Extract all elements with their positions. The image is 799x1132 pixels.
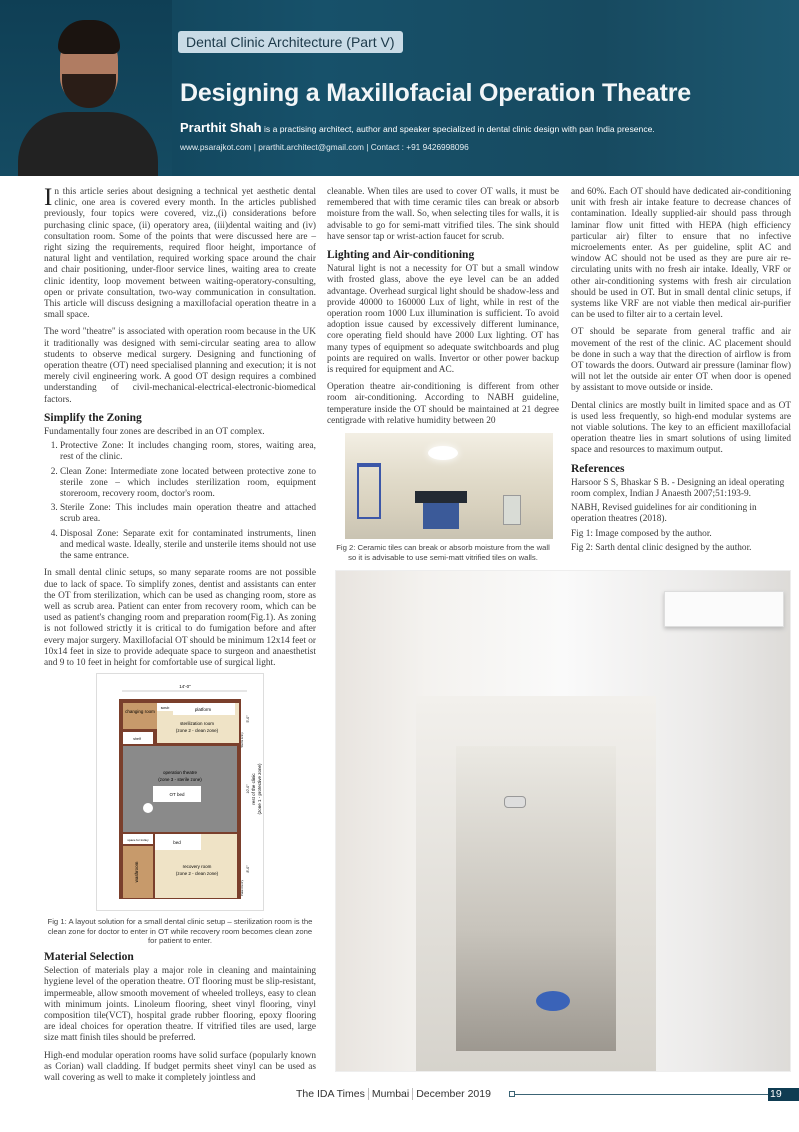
author-portrait <box>0 0 172 176</box>
label-patient-entry: Patient Entry <box>240 880 244 897</box>
column-2 <box>327 187 559 427</box>
plan-dim-top: 5'-0" <box>246 715 250 723</box>
label-scrub: scrub <box>160 706 170 711</box>
zoning-heading: Simplify the Zoning <box>44 411 142 424</box>
footer-city: Mumbai <box>371 1088 410 1100</box>
zone-item: 4. Disposal Zone: Separate exit for contaminated instruments, linen and medical waste. Ideally, sterile and unsterile items should not use the same entrance. <box>60 529 316 563</box>
changing-room <box>123 703 157 729</box>
author-bio: is a practising architect, author and speaker specialized in dental clinic design with pan India presence. <box>264 124 655 134</box>
series-tag: Dental Clinic Architecture (Part V) <box>178 31 403 53</box>
reference-item: Fig 1: Image composed by the author. <box>571 528 712 539</box>
article-title: Designing a Maxillofacial Operation Theatre <box>180 79 691 107</box>
label-rest-zone: (zone 1 - protective zone) <box>257 763 262 815</box>
label-ot: operation theatre <box>162 770 198 776</box>
label-platform: platform <box>194 707 212 713</box>
theatre-paragraph: The word "theatre" is associated with operation room because in the UK it traditionally was designed with semi-circular seating area to allow students to observe medical surgery. Designing and functioning of operation theatre (OT) need specialised planning and execution; it is not merely civil engineering work. A good OT design requires a combined understanding of civil-mechanical-electrical-electronic-biomedical factors. <box>44 327 316 405</box>
label-bed: bed <box>173 840 181 846</box>
label-changing: changing room <box>125 709 155 715</box>
airflow-paragraph: OT should be separate from general traffic and air movement of the rest of the clinic. AC placement should be done in such a way that the direction of airflow is from OT towards the doors. Outward air pressure (laminar flow) will not let the outside air enter OT when door is opened by assistant to move outside or inside. <box>571 327 791 394</box>
zone-item: 1. Protective Zone: It includes changing room, stores, waiting area, rest of the clinic. <box>60 441 316 463</box>
floor-plan-figure <box>96 673 264 911</box>
material-paragraph-2: High-end modular operation rooms have solid surface (popularly known as Corian) wall cladding. If budget permits sheet vinyl can be used as wall covering as well to make it completely jointless and <box>44 1050 316 1083</box>
plan-dim-bot: 8'-0" <box>246 865 250 873</box>
label-rest: rest of the clinic <box>251 773 256 805</box>
label-sterilization: sterilization room <box>179 721 215 727</box>
intro-paragraph <box>44 184 316 321</box>
label-recovery: recovery room <box>182 864 212 870</box>
reference-item: NABH, Revised guidelines for air conditioning in operation theatres (2018). <box>571 503 757 525</box>
label-sterilization-zone: (zone 2 - clean zone) <box>175 728 219 734</box>
label-ot-zone: (zone 3 - sterile zone) <box>158 777 202 783</box>
label-washroom: washroom <box>134 861 139 883</box>
zone-item: 2. Clean Zone: Intermediate zone located between protective zone to sterile zone – which includes sterilization room, equipment storeroom, recovery room, doctor's room. <box>60 467 316 501</box>
footer-date: December 2019 <box>416 1088 491 1100</box>
clinic-ot-photo <box>335 570 791 1072</box>
left-column <box>44 184 316 1083</box>
lighting-paragraph-1: Natural light is not a necessity for OT but a small window with frosted glass, above the eye level can be an added advantage. Overhead surgical light should be shadow-less and provide 40000 to 160000 Lux of light, while in rest of the operation room 1000 Lux illumination is sufficient. To avoid adoption issue caused by excessively different luminance, core operating field should have 2000 Lux lighting. OT has many types of equipment so adequate switchboards and plug points are required on walls. Invertor or other power backup is required for equipment and AC. <box>327 264 559 376</box>
plan-width-dim: 14'-0" <box>179 684 191 690</box>
conclusion-paragraph: Dental clinics are mostly built in limited space and as OT is used less frequently, so high-end modular systems are not viable solutions. The key to an efficient maxillofacial operation theatre lies in smart solutions of using limited space and resources to maximum output. <box>571 400 791 456</box>
ot-room-photo <box>345 433 553 539</box>
lighting-heading: Lighting and Air-conditioning <box>327 249 475 262</box>
drop-cap: I <box>44 184 53 211</box>
column-3 <box>571 187 791 554</box>
ac-paragraph: Operation theatre air-conditioning is different from other room air-conditioning. According to NABH guideline, temperature inside the OT should be maintained at 21 degree centigrade with relative humidity between 20 <box>327 382 559 426</box>
material-paragraph-2-cont: cleanable. When tiles are used to cover OT walls, it must be remembered that with time ceramic tiles can break or absorb moisture from the wall. So, when selecting tiles for walls, it is advisable to go for semi-matt vitrified tiles. The sink should have sensor tap or wrist-action faucet for scrub. <box>327 187 559 242</box>
footer-rule <box>512 1094 769 1095</box>
column-2-wrapper <box>327 187 559 562</box>
column-1-bottom <box>44 952 316 1084</box>
page-number: 19 <box>768 1088 799 1101</box>
zone-item: 3. Sterile Zone: This includes main operation theatre and attached scrub area. <box>60 503 316 525</box>
label-shelf: shelf <box>133 737 141 742</box>
figure-1-caption: Fig 1: A layout solution for a small dental clinic setup – sterilization room is the clean zone for doctor to enter in OT while recovery room becomes clean zone for patient to enter. <box>47 917 313 946</box>
zone-list <box>44 441 316 562</box>
label-ot-bed: OT bed <box>169 792 185 798</box>
references-heading: References <box>571 462 625 475</box>
footer-rule-marker <box>509 1091 515 1097</box>
article-header <box>0 0 799 176</box>
right-columns <box>327 187 791 562</box>
label-recovery-zone: (zone 2 - clean zone) <box>175 871 219 877</box>
label-sterile-entry: Sterile Entry <box>240 732 244 748</box>
footer <box>296 1088 491 1100</box>
zoning-paragraph: In small dental clinic setups, so many separate rooms are not possible due to lack of space. To simplify zones, dentist and assistants can enter the OT from sterilization, which can be used as changing room, store as well as scrub area. Patient can enter from recovery room, which can be used as patient's changing room and preparation room(Fig.1). As zoning is not followed strictly it is critical to do fumigation before and after every major surgery. Maxillofacial OT should be minimum 12x14 feet or 10x14 feet in size to provide adequate space to surgeon and anaesthetist and 9 to 10 feet in height for comfortable use of surgical light. <box>44 568 316 668</box>
author-contact: www.psarajkot.com | prarthit.architect@gmail.com | Contact : +91 9426998096 <box>180 142 469 152</box>
column-1 <box>44 184 316 669</box>
label-trolley: space for trolley <box>127 838 149 843</box>
right-area <box>327 187 791 1072</box>
ac-paragraph-cont: and 60%. Each OT should have dedicated air-conditioning unit with fresh air intake feature to decrease chances of contamination. Ideally supplied-air should pass through laminar flow unit fitted with HEPA (high efficiency particular air) filter to ensure that no infective microelements enter. As per guideline, split AC and window AC should not be used as they are pure air re-circulating units with no fresh air intake. Ideally, VRF or other air-conditioning systems with fresh air circulation should be used in OT. But in small dental clinic setups, if systems like VRF are not viable then medical air-purifier can be used to filter air to a certain level. <box>571 187 791 321</box>
material-paragraph-1: Selection of materials play a major role in cleaning and maintaining hygiene level of the operation theatre. OT flooring must be slip-resistant, impermeable, allow smooth movement of wheeled trolleys, easy to clean with minimum joints. Linoleum flooring, sheet vinyl flooring, vinyl composition tile(VCT), hospital grade rubber flooring, epoxy flooring are ideal choices for operation theatre. If vitrified tiles are used, large size matt finish tiles should be preferred. <box>44 966 316 1044</box>
zoning-intro: Fundamentally four zones are described in an OT complex. <box>44 427 265 438</box>
publication-name: The IDA Times <box>296 1088 365 1100</box>
reference-item: Harsoor S S, Bhaskar S B. - Designing an ideal operating room complex, Indian J Anaesth 2007;51:193-9. <box>571 477 785 500</box>
author-byline <box>180 120 655 135</box>
figure-2-caption: Fig 2: Ceramic tiles can break or absorb moisture from the wall so it is advisable to use semi-matt vitrified tiles on walls. <box>336 543 550 562</box>
plan-dim-mid: 10'-0" <box>246 784 250 794</box>
author-name: Prarthit Shah <box>180 120 262 135</box>
reference-item: Fig 2: Sarth dental clinic designed by the author. <box>571 542 752 553</box>
material-heading: Material Selection <box>44 950 134 963</box>
intro-text: n this article series about designing a technical yet aesthetic dental clinic, one area is covered every month. In the articles published previously, four topics were covered, viz.,(i) considerations before purchasing clinic space, (ii) operatory area, (iii)dental waiting and (iv) consultation room. Some of the points that were discussed here are – right sizing the requirements, required floor height, importance of natural light and ventilation, required working space around the chair and chair positioning, under-floor service lines, waiting area to create clinic identity, loop movement between waiting-operatory-consulting, open or private consultation, two-way communication in consultation. This article will discuss designing a maxillofacial operation theatre in a small space. <box>44 187 316 321</box>
